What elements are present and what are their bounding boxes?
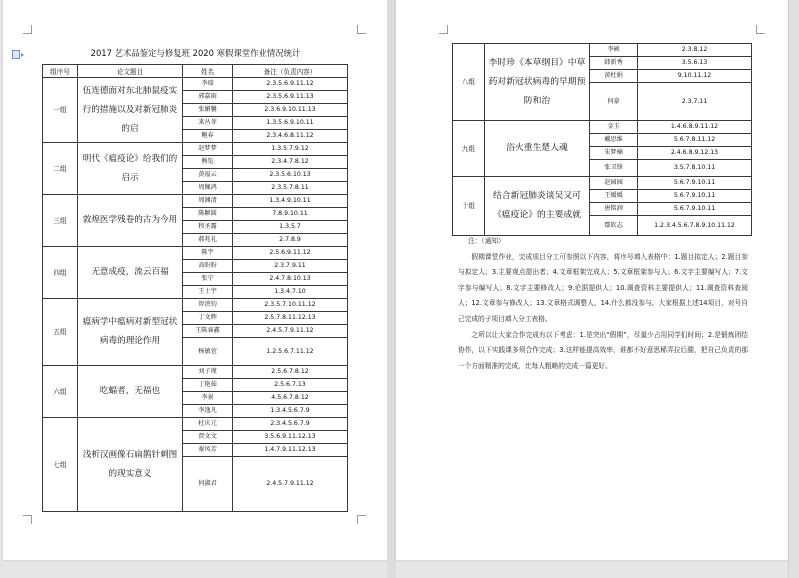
duty-cell: 1.2.3.4.5.6.7.8.9.10.11.12	[638, 216, 752, 236]
duty-cell: 1.2.5.6.7.11.12	[233, 338, 348, 366]
member-name-cell: 郭嘉雨	[183, 91, 233, 104]
member-name-cell: 高盼盼	[183, 260, 233, 273]
group-cell: 一组	[43, 78, 78, 143]
member-name-cell: 朱梦楠	[590, 147, 638, 160]
member-name-cell: 张媚馨	[183, 104, 233, 117]
group-cell: 七组	[43, 418, 78, 512]
duty-cell: 4.5.6.7.8.12	[233, 392, 348, 405]
group-cell: 三组	[43, 195, 78, 247]
table-row	[43, 143, 348, 156]
topic-cell: 无意成疫，流云百福	[78, 247, 183, 299]
group-cell: 八组	[453, 44, 485, 121]
group-cell: 六组	[43, 366, 78, 418]
member-name-cell: 王士宇	[183, 286, 233, 299]
corner-mark-top-right	[756, 25, 765, 34]
duty-cell: 1.3.4.5.6.7.9	[233, 405, 348, 418]
notes-paragraph-2: 之所以让大家合作完成有以下考虑：1.是突出“假期”，尽量少占用同学们时间；2.是锻炼团结协作，以下实践课多须合作完成；3.这样能提高效率，谁都不好意思稀弄拉后腿，把自己负责的那一个方面精准的完成，比每人粗略的完成一篇更好。	[458, 330, 748, 370]
member-name-cell: 刘子瑾	[183, 366, 233, 379]
member-name-cell: 鄢软志	[590, 216, 638, 236]
duty-cell: 5.6.7.9.10.11	[638, 190, 752, 203]
duty-cell: 2.3.5.7.10.11.12	[233, 299, 348, 312]
duty-cell: 2.3.6.9.10.11.13	[233, 104, 348, 117]
member-name-cell: 周渊清	[183, 195, 233, 208]
topic-cell: 浅析汉画像石扁鹊针刺图的现实意义	[78, 418, 183, 512]
member-name-cell: 杜庆元	[183, 418, 233, 431]
table-row	[43, 78, 348, 91]
duty-cell: 1.3.4.9.10.11	[233, 195, 348, 208]
member-name-cell: 李景	[183, 392, 233, 405]
notes-paragraph-1: 假期课堂作业，完成项目分工可参照以下内容，将序号填入表格中：1.题目拟定人；2.题目参与拟定人；3.主要观点提出者；4.文章框架完成人；5.文章框架参与人；6.文字主要编写人；7.文字参与编写人；8.文字主要修改人；9.论据提供人；10.调查资料主要提供人；11.调查资料查阅人；12.文章参与修改人；13.文章格式调整人。14.什么都没参与。大家根据上述14项目，对号自己完成的子项目填入分工表格。	[458, 252, 748, 323]
duty-cell: 1.3.4.7.10	[233, 286, 348, 299]
member-name-cell: 秦凤芳	[183, 444, 233, 457]
duty-cell: 2.4.7.8.10.13	[233, 273, 348, 286]
member-name-cell: 周佩鸿	[183, 182, 233, 195]
member-name-cell: 张卫锋	[590, 160, 638, 177]
corner-mark-bottom-right	[357, 515, 366, 524]
table-row	[43, 418, 348, 431]
table-row	[43, 366, 348, 379]
member-name-cell: 赵梦梦	[183, 143, 233, 156]
header-group: 组序号	[43, 65, 78, 78]
assignment-table-left	[42, 64, 348, 512]
document-page-right	[396, 0, 788, 560]
member-name-cell: 王陈睿鑫	[183, 325, 233, 338]
duty-cell: 2.3.5.6.9.11.13	[233, 91, 348, 104]
duty-cell: 2.5.7.8.11.12.13	[233, 312, 348, 325]
table-row	[43, 247, 348, 260]
duty-cell: 7.8.9.10.11	[233, 208, 348, 221]
duty-cell: 2.3.4.6.8.11.12	[233, 130, 348, 143]
group-cell: 九组	[453, 121, 485, 177]
member-name-cell: 来丛菲	[183, 117, 233, 130]
duty-cell: 1.3.5.6.9.10.11	[233, 117, 348, 130]
duty-cell: 2.3.7.11	[638, 83, 752, 121]
header-name: 姓名	[183, 65, 233, 78]
member-name-cell: 贾文文	[183, 431, 233, 444]
member-name-cell: 黄福云	[183, 169, 233, 182]
duty-cell: 2.3.8.12	[638, 44, 752, 57]
member-name-cell: 杨敏萱	[183, 338, 233, 366]
duty-cell: 3.5.6.9.11.12.13	[233, 431, 348, 444]
member-name-cell: 黄杜娟	[590, 70, 638, 83]
table-body-right	[453, 44, 752, 236]
duty-cell: 1.4.7.9.11.12.13	[233, 444, 348, 457]
member-name-cell: 李逸凡	[183, 405, 233, 418]
assignment-table-right	[452, 43, 752, 236]
notes-section	[458, 234, 748, 374]
duty-cell: 2.5.6.9.11.12	[233, 247, 348, 260]
duty-cell: 3.5.7.8.10.11	[638, 160, 752, 177]
topic-cell: 伍连德面对东北肺鼠疫实行的措施以及对新冠肺炎的启	[78, 78, 183, 143]
member-name-cell: 戴思维	[590, 134, 638, 147]
member-name-cell: 熊览	[183, 156, 233, 169]
duty-cell: 2.4.6.8.9.12.13	[638, 147, 752, 160]
duty-cell: 9.10.11.12	[638, 70, 752, 83]
duty-cell: 5.6.7.9.10.11	[638, 203, 752, 216]
member-name-cell: 李瑞	[183, 78, 233, 91]
corner-mark-top-left	[439, 25, 448, 34]
member-name-cell: 鲍春	[183, 130, 233, 143]
group-cell: 二组	[43, 143, 78, 195]
member-name-cell: 何豪	[590, 83, 638, 121]
topic-cell: 吃蝠者，无福也	[78, 366, 183, 418]
member-name-cell: 智浃钧	[183, 299, 233, 312]
duty-cell: 5.6.7.9.10.11	[638, 177, 752, 190]
member-name-cell: 李硕	[590, 44, 638, 57]
duty-cell: 2.3.5.7.8.11	[233, 182, 348, 195]
group-cell: 五组	[43, 299, 78, 366]
member-name-cell: 金玉	[590, 121, 638, 134]
group-cell: 四组	[43, 247, 78, 299]
topic-cell: 结合新冠肺炎谈吴又可《瘟疫论》的主要成就	[485, 177, 590, 236]
table-row	[453, 177, 752, 190]
corner-mark-bottom-left-2	[23, 515, 32, 524]
table-row	[43, 195, 348, 208]
topic-cell: 明代《瘟疫论》给我们的启示	[78, 143, 183, 195]
group-cell: 十组	[453, 177, 485, 236]
duty-cell: 1.3.5.7.9.12	[233, 143, 348, 156]
topic-cell: 浴火重生楚人魂	[485, 121, 590, 177]
duty-cell: 2.3.7.9.11	[233, 260, 348, 273]
document-map-icon[interactable]	[12, 50, 20, 59]
member-name-cell: 程圣露	[183, 221, 233, 234]
member-name-cell: 何淑君	[183, 457, 233, 512]
table-header-row	[43, 65, 348, 78]
duty-cell: 2.3.5.6.10.13	[233, 169, 348, 182]
header-topic: 论文题目	[78, 65, 183, 78]
table-body-left	[43, 78, 348, 512]
member-name-cell: 陈宇	[183, 247, 233, 260]
topic-cell: 敦煌医学残卷的古为今用	[78, 195, 183, 247]
document-page-left	[3, 0, 387, 560]
corner-mark-top-right	[357, 25, 366, 34]
duty-cell: 2.5.6.7.13	[233, 379, 348, 392]
duty-cell: 2.7.8.9	[233, 234, 348, 247]
member-name-cell: 王媛媛	[590, 190, 638, 203]
member-name-cell: 丁艳茹	[183, 379, 233, 392]
duty-cell: 2.4.5.7.9.11.12	[233, 325, 348, 338]
duty-cell: 1.3.5.7	[233, 221, 348, 234]
notes-heading: 注：（通知）	[468, 237, 505, 245]
vertical-scrollbar[interactable]	[788, 0, 799, 578]
page-title: 2017 艺术品鉴定与修复班 2020 寒假课堂作业情况统计	[90, 48, 301, 58]
page-gutter	[387, 0, 396, 578]
duty-cell: 1.4.6.8.9.11.12	[638, 121, 752, 134]
table-row	[43, 299, 348, 312]
duty-cell: 2.3.4.5.6.7.9	[233, 418, 348, 431]
duty-cell: 5.6.7.8.11.12	[638, 134, 752, 147]
duty-cell: 2.3.5.6.9.11.12	[233, 78, 348, 91]
member-name-cell: 韩新秀	[590, 57, 638, 70]
member-name-cell: 赵园园	[590, 177, 638, 190]
member-name-cell: 郝兆礼	[183, 234, 233, 247]
corner-mark-top-left	[23, 25, 32, 34]
header-remarks: 备注（负责内容）	[233, 65, 348, 78]
duty-cell: 2.3.4.7.8.12	[233, 156, 348, 169]
member-name-cell: 唐铭润	[590, 203, 638, 216]
member-name-cell: 陈颖圆	[183, 208, 233, 221]
topic-cell: 李时珍《本草纲目》中草药对新冠状病毒的早期预防和治	[485, 44, 590, 121]
member-name-cell: 丁文辉	[183, 312, 233, 325]
duty-cell: 2.5.6.7.8.12	[233, 366, 348, 379]
duty-cell: 2.4.5.7.9.11.12	[233, 457, 348, 512]
table-row	[453, 44, 752, 57]
topic-cell: 瘟病学中瘟病对新型冠状病毒的理论作用	[78, 299, 183, 366]
duty-cell: 3.5.6.13	[638, 57, 752, 70]
member-name-cell: 张宁	[183, 273, 233, 286]
table-row	[453, 121, 752, 134]
